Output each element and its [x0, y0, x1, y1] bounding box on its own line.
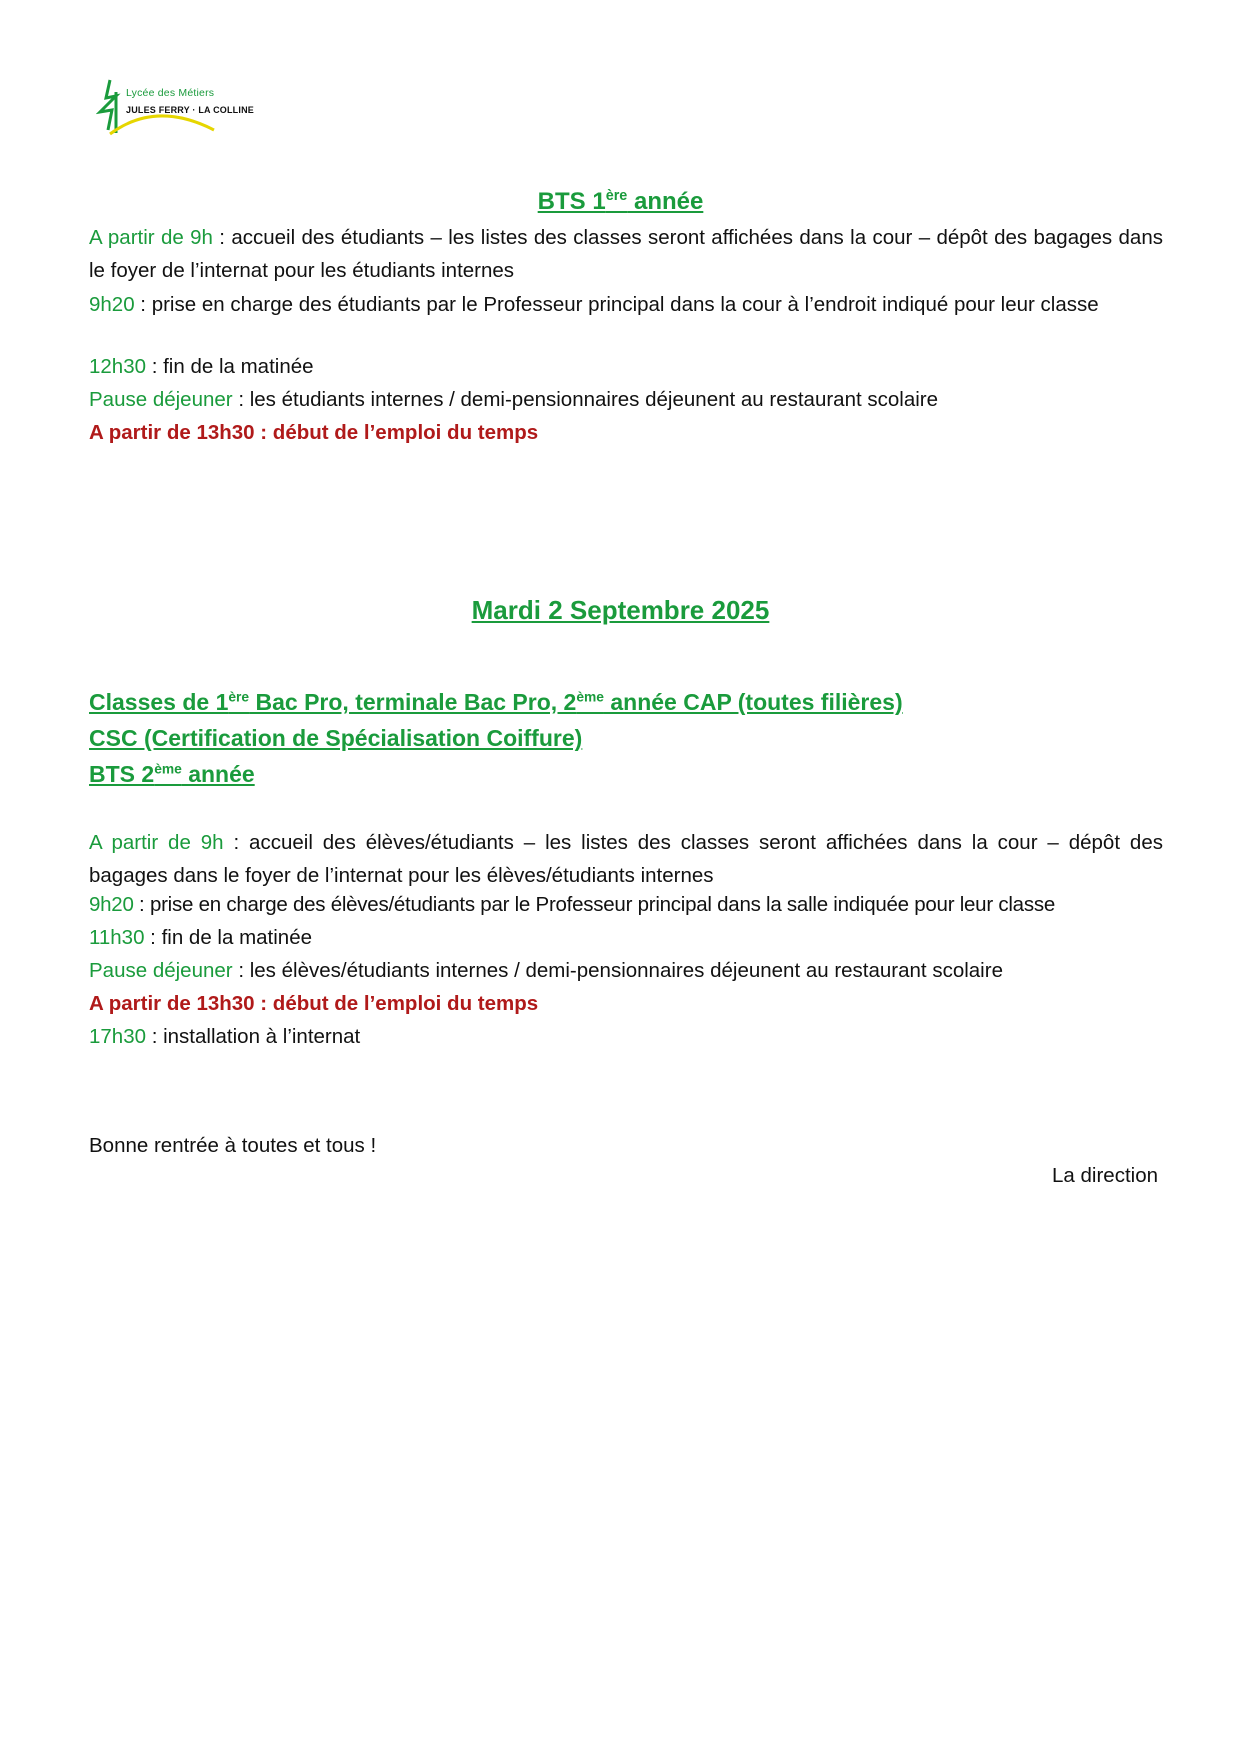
section2-date-heading: Mardi 2 Septembre 2025: [471, 595, 770, 625]
section2-classes-line1: Classes de 1ère Bac Pro, terminale Bac Pro, 2ème année CAP (toutes filières): [89, 689, 903, 715]
section2-item-arrival: [89, 826, 1163, 892]
closing-greeting: Bonne rentrée à toutes et tous !: [89, 1134, 377, 1157]
time-label: 9h20: [89, 293, 135, 316]
time-label: Pause déjeuner: [89, 388, 233, 411]
logo-text-line1: Lycée des Métiers: [126, 87, 215, 99]
time-label: Pause déjeuner: [89, 959, 233, 982]
time-label: 12h30: [89, 355, 147, 378]
item-text: : fin de la matinée: [144, 926, 312, 949]
section1-item-end-morning: [89, 355, 314, 379]
section1-item-lunch: [89, 388, 938, 412]
time-label: 11h30: [89, 926, 145, 949]
item-text: : les élèves/étudiants internes / demi-pensionnaires déjeunent au restaurant scolaire: [232, 959, 1003, 982]
section1-highlight: A partir de 13h30 : début de l’emploi du temps: [89, 421, 539, 444]
section2-item-lunch: [89, 959, 1003, 983]
section1-heading: BTS 1ère année: [537, 188, 704, 215]
item-text: : fin de la matinée: [146, 355, 314, 378]
signature: La direction: [1052, 1164, 1158, 1187]
time-label: A partir de 9h: [89, 226, 213, 249]
item-text: : accueil des élèves/étudiants – les listes des classes seront affichées dans la cour – dépôt des bagages dans le foyer de l’internat pour les élèves/étudiants internes: [89, 831, 1163, 887]
item-text: : prise en charge des étudiants par le Professeur principal dans la cour à l’endroit indiqué pour leur classe: [134, 293, 1099, 316]
section2-classes-line3: BTS 2ème année: [89, 761, 255, 787]
school-logo: [96, 78, 254, 148]
section1-item-pickup: [89, 288, 1163, 321]
section2-item-boarding: [89, 1025, 360, 1049]
item-text: : prise en charge des élèves/étudiants par le Professeur principal dans la salle indiquée pour leur classe: [133, 893, 1055, 916]
section2-highlight: A partir de 13h30 : début de l’emploi du temps: [89, 992, 539, 1015]
time-label: A partir de 9h: [89, 831, 224, 854]
item-text: : installation à l’internat: [146, 1025, 361, 1048]
section2-classes-line2: CSC (Certification de Spécialisation Coiffure): [89, 725, 583, 751]
time-label: 17h30: [89, 1025, 147, 1048]
section1-item-arrival: [89, 221, 1163, 287]
time-label: 9h20: [89, 893, 134, 916]
item-text: : les étudiants internes / demi-pensionnaires déjeunent au restaurant scolaire: [232, 388, 939, 411]
section2-item-pickup: [89, 893, 1055, 917]
logo-text-line2: JULES FERRY · LA COLLINE: [126, 105, 254, 115]
item-text: : accueil des étudiants – les listes des classes seront affichées dans la cour – dépôt des bagages dans le foyer de l’internat pour les étudiants internes: [89, 226, 1163, 282]
section2-item-end-morning: [89, 926, 312, 950]
